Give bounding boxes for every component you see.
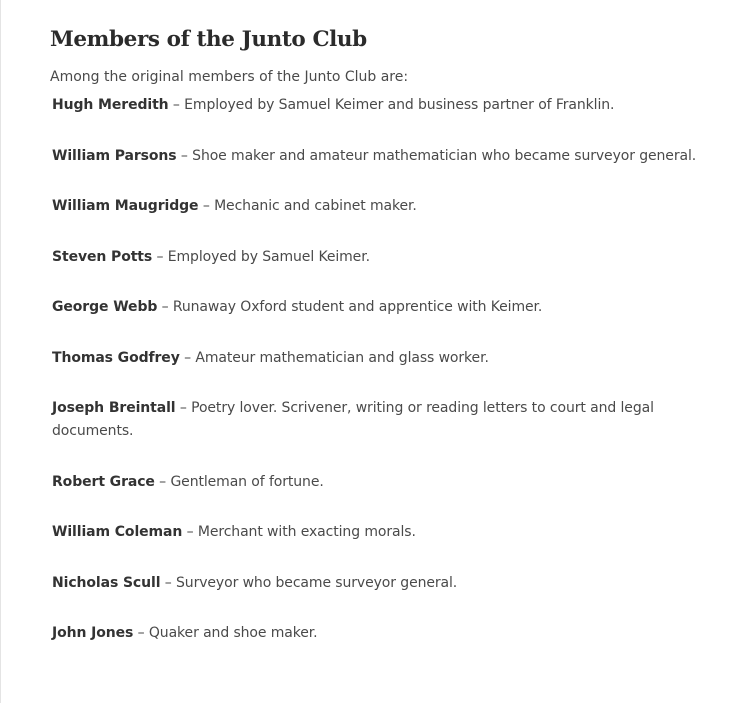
member-item bbox=[52, 521, 710, 544]
member-item bbox=[52, 195, 710, 218]
member-separator: – bbox=[168, 97, 185, 113]
member-description: Shoe maker and amateur mathematician who became surveyor general. bbox=[192, 147, 697, 164]
member-description: Quaker and shoe maker. bbox=[148, 625, 318, 641]
member-name: Hugh Meredith bbox=[52, 97, 169, 113]
member-name: William Maugridge bbox=[52, 198, 199, 214]
member-description: Gentleman of fortune. bbox=[170, 473, 324, 490]
member-item bbox=[52, 622, 710, 645]
member-name: Joseph Breintall bbox=[52, 400, 176, 416]
member-item bbox=[52, 347, 710, 370]
member-description: Surveyor who became surveyor general. bbox=[176, 574, 458, 591]
member-item bbox=[52, 572, 710, 595]
member-item bbox=[52, 94, 710, 117]
member-separator: – bbox=[176, 147, 193, 164]
member-separator: – bbox=[175, 400, 192, 416]
member-description: Merchant with exacting morals. bbox=[197, 524, 416, 540]
member-item bbox=[52, 397, 710, 443]
left-border-rule bbox=[0, 0, 1, 703]
member-name: Steven Potts bbox=[52, 248, 153, 265]
member-separator: – bbox=[152, 248, 168, 265]
member-description: Poetry lover. Scrivener, writing or reading letters to court and legal documents. bbox=[52, 400, 654, 439]
member-description: Amateur mathematician and glass worker. bbox=[195, 349, 489, 366]
member-item bbox=[52, 246, 710, 269]
member-separator: – bbox=[157, 299, 173, 315]
intro-text: Among the original members of the Junto Club are: bbox=[50, 69, 409, 85]
member-description: Employed by Samuel Keimer. bbox=[167, 248, 370, 265]
member-item bbox=[52, 145, 710, 168]
member-separator: – bbox=[182, 524, 198, 540]
member-name: William Coleman bbox=[52, 524, 183, 540]
member-list bbox=[50, 94, 710, 645]
member-name: Thomas Godfrey bbox=[52, 349, 180, 366]
member-separator: – bbox=[198, 198, 215, 214]
member-name: Robert Grace bbox=[52, 473, 155, 490]
member-name: John Jones bbox=[52, 625, 134, 641]
member-separator: – bbox=[160, 574, 177, 591]
member-name: William Parsons bbox=[52, 147, 177, 164]
member-name: Nicholas Scull bbox=[52, 574, 161, 591]
member-item bbox=[52, 471, 710, 494]
member-description: Mechanic and cabinet maker. bbox=[214, 198, 417, 214]
member-name: George Webb bbox=[52, 299, 158, 315]
member-separator: – bbox=[154, 473, 171, 490]
article bbox=[50, 24, 710, 673]
page-title: Members of the Junto Club bbox=[50, 27, 367, 52]
member-item bbox=[52, 296, 710, 319]
member-separator: – bbox=[133, 625, 149, 641]
member-description: Employed by Samuel Keimer and business partner of Franklin. bbox=[184, 97, 615, 113]
member-description: Runaway Oxford student and apprentice with Keimer. bbox=[172, 299, 543, 315]
member-separator: – bbox=[179, 349, 196, 366]
